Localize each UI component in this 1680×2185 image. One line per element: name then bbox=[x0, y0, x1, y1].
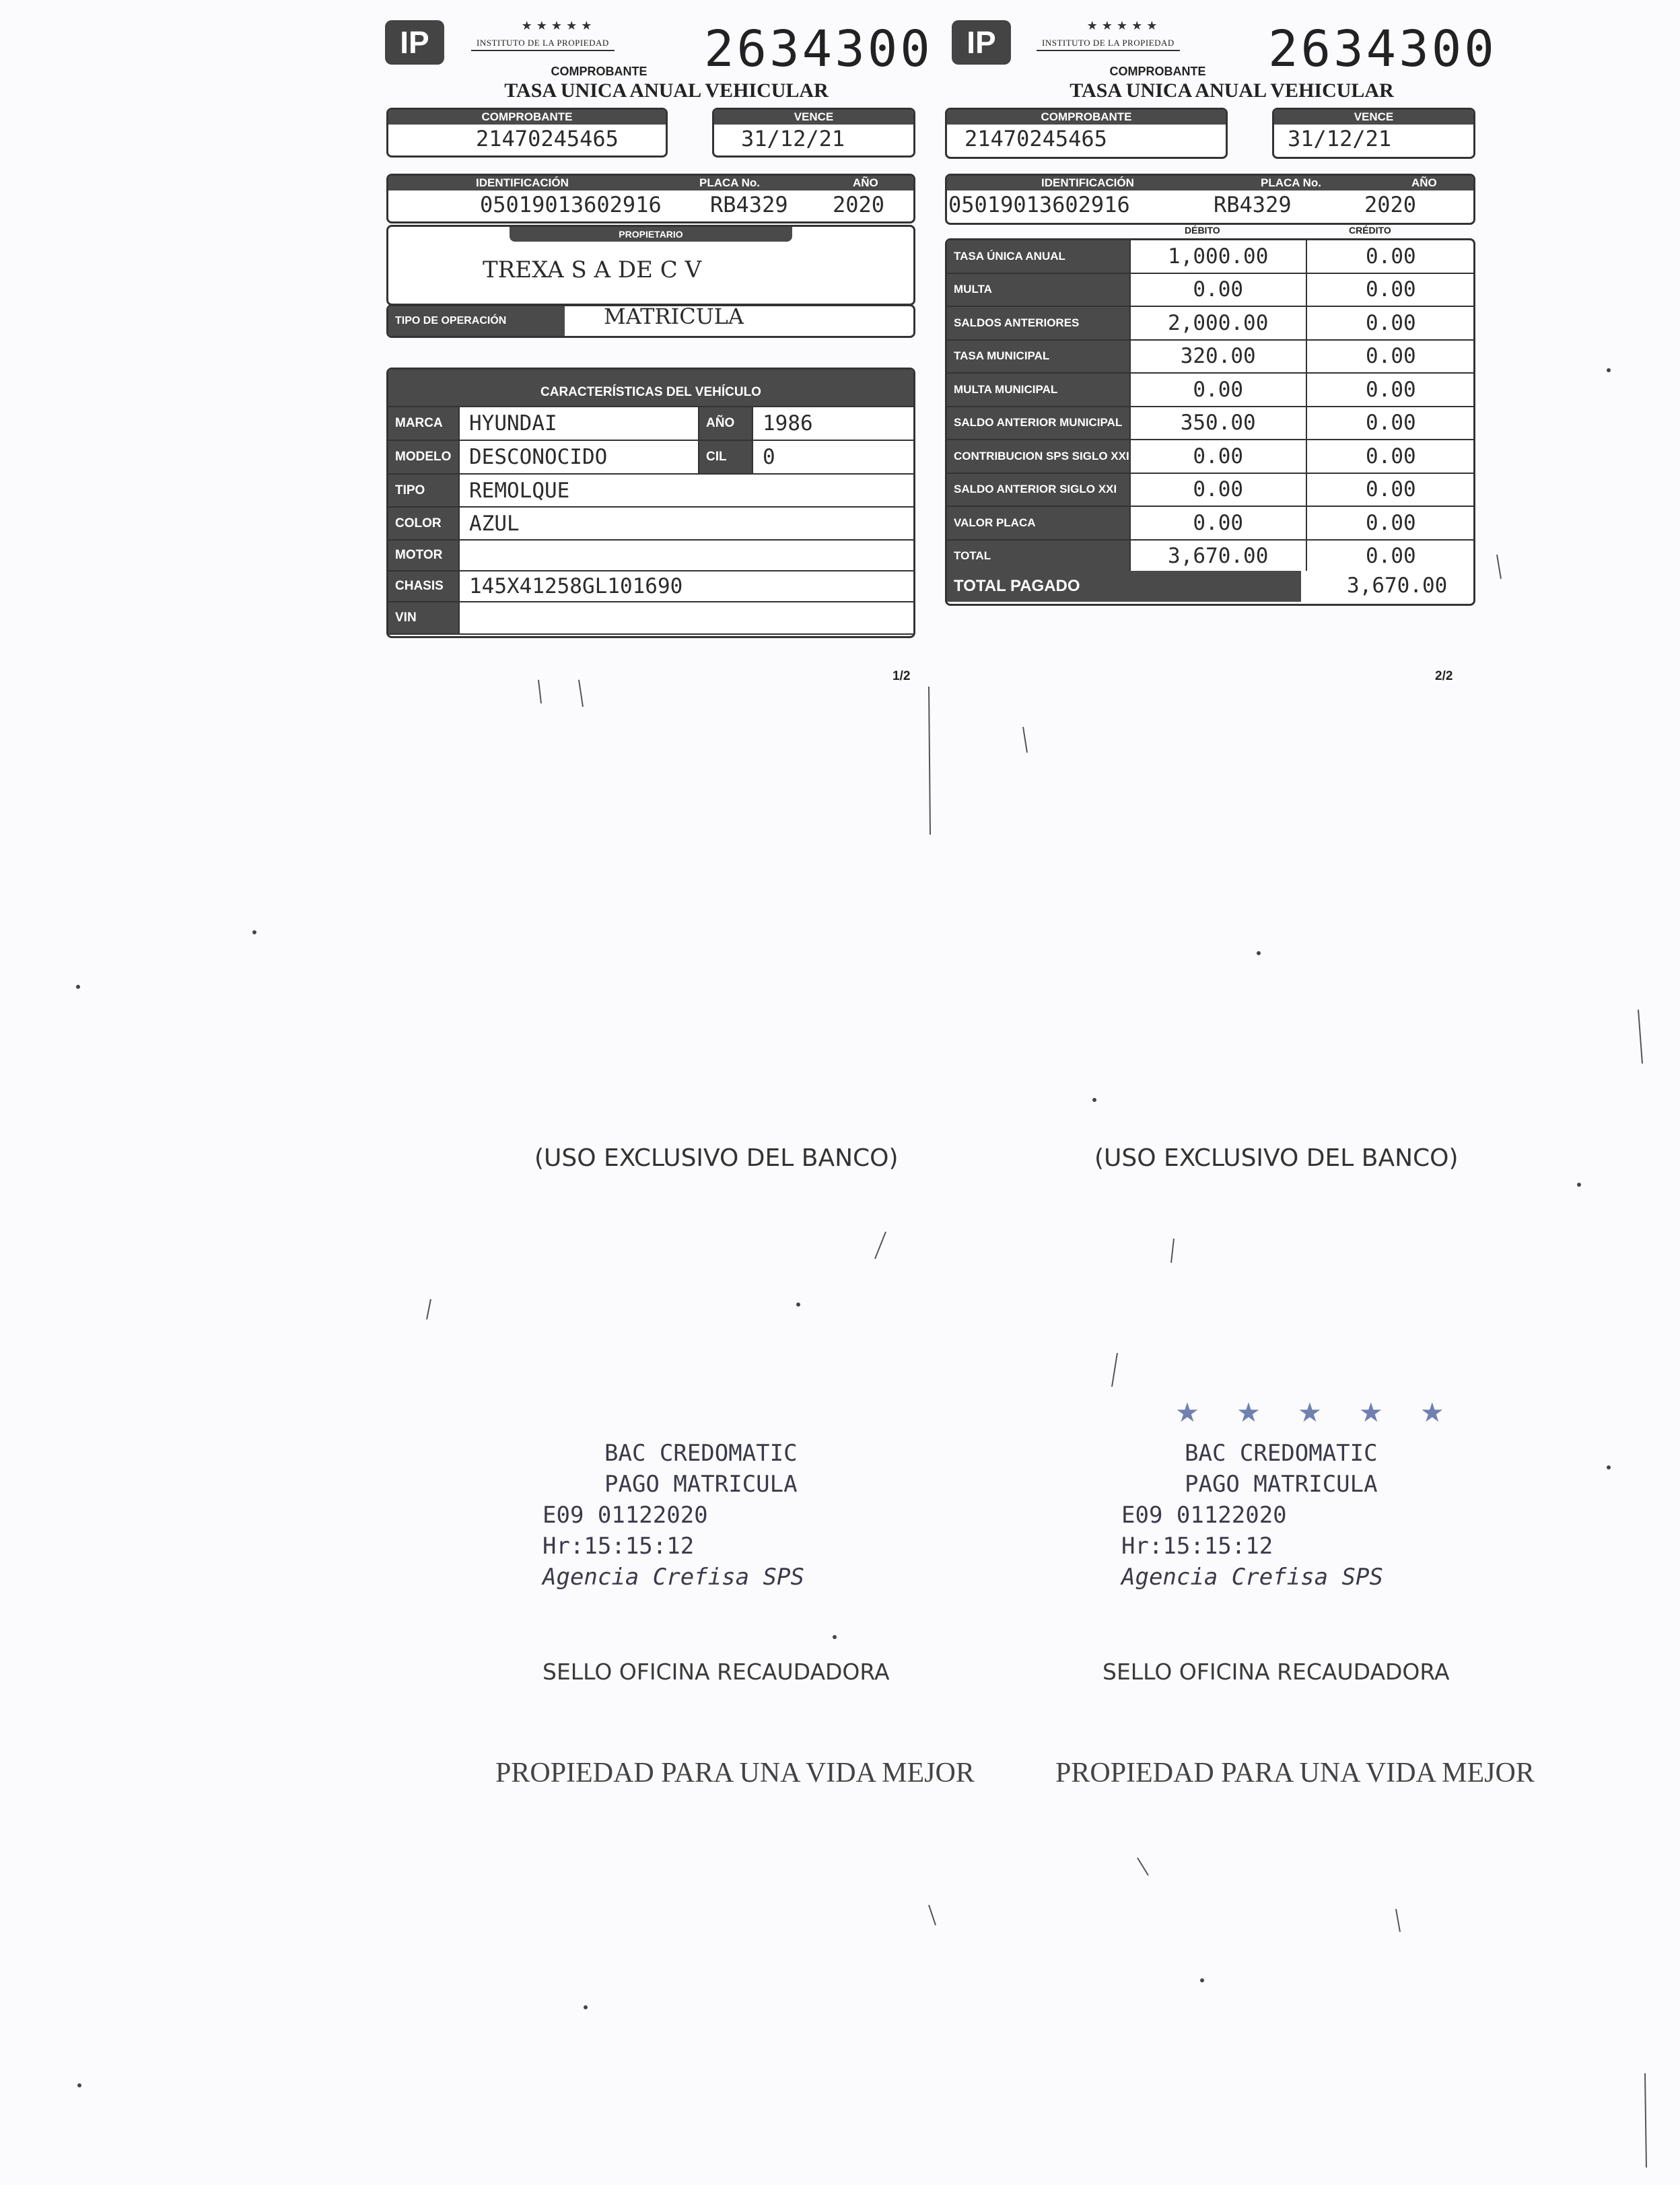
tipo-operacion-label: TIPO DE OPERACIÓN bbox=[388, 306, 565, 336]
stamp-bank-name: BAC CREDOMATIC bbox=[604, 1440, 798, 1467]
page-number-right: 2/2 bbox=[1435, 669, 1453, 683]
charge-credito: 0.00 bbox=[1306, 273, 1475, 307]
stamp-agency: Agencia Crefisa SPS bbox=[542, 1564, 804, 1591]
stamp-stars-icon: ★ ★ ★ ★ ★ bbox=[1175, 1398, 1459, 1428]
charge-label: TASA ÚNICA ANUAL bbox=[946, 240, 1130, 273]
charge-label: SALDO ANTERIOR SIGLO XXI bbox=[946, 473, 1130, 507]
marca-label: MARCA bbox=[388, 407, 459, 440]
identificacion-label: IDENTIFICACIÓN bbox=[1041, 176, 1134, 189]
placa-label: PLACA No. bbox=[699, 176, 761, 189]
propietario-value: TREXA S A DE C V bbox=[483, 256, 702, 283]
vehicle-anio-label: AÑO bbox=[699, 407, 753, 440]
stamp-code-date: E09 01122020 bbox=[1121, 1502, 1287, 1529]
anio-label: AÑO bbox=[853, 176, 878, 189]
marca-value: HYUNDAI bbox=[459, 407, 699, 440]
ip-logo: IP bbox=[385, 20, 444, 65]
vehicle-anio-value: 1986 bbox=[753, 407, 915, 440]
charge-label: MULTA MUNICIPAL bbox=[946, 373, 1130, 407]
stamp-time: Hr:15:15:12 bbox=[542, 1533, 695, 1560]
color-value: AZUL bbox=[459, 507, 915, 540]
chasis-value: 145X41258GL101690 bbox=[459, 571, 915, 602]
chasis-label: CHASIS bbox=[388, 571, 459, 602]
charge-label: SALDOS ANTERIORES bbox=[946, 306, 1130, 340]
anio-value: 2020 bbox=[1364, 192, 1417, 217]
stamp-time: Hr:15:15:12 bbox=[1121, 1533, 1273, 1560]
charge-label: CONTRIBUCION SPS SIGLO XXI bbox=[946, 440, 1130, 473]
identificacion-value: 05019013602916 bbox=[948, 192, 1130, 217]
stamp-code-date: E09 01122020 bbox=[542, 1502, 708, 1529]
vence-value: 31/12/21 bbox=[1288, 126, 1392, 151]
charge-label: VALOR PLACA bbox=[946, 506, 1130, 540]
anio-value: 2020 bbox=[833, 192, 885, 217]
charge-credito: 0.00 bbox=[1306, 373, 1475, 407]
ip-logo: IP bbox=[952, 20, 1011, 65]
total-pagado-value: 3,670.00 bbox=[1347, 574, 1448, 598]
charge-label: TASA MUNICIPAL bbox=[946, 340, 1130, 374]
charge-debito: 0.00 bbox=[1130, 506, 1306, 540]
institute-stars: ★★★★★ bbox=[521, 19, 596, 32]
motor-label: MOTOR bbox=[388, 540, 459, 571]
sello-label-right: SELLO OFICINA RECAUDADORA bbox=[1102, 1659, 1450, 1685]
charge-credito: 0.00 bbox=[1306, 306, 1475, 340]
modelo-label: MODELO bbox=[388, 440, 459, 474]
charge-credito: 0.00 bbox=[1306, 440, 1475, 473]
charge-label: SALDO ANTERIOR MUNICIPAL bbox=[946, 407, 1130, 440]
institute-name: INSTITUTO DE LA PROPIEDAD bbox=[471, 38, 615, 51]
comprobante-value: 21470245465 bbox=[965, 126, 1107, 151]
total-pagado-label: TOTAL PAGADO bbox=[947, 571, 1301, 602]
vehicle-title: CARACTERÍSTICAS DEL VEHÍCULO bbox=[388, 370, 913, 407]
stamp-concept: PAGO MATRICULA bbox=[1185, 1471, 1378, 1498]
tipo-label: TIPO bbox=[388, 474, 459, 507]
comprobante-heading: COMPROBANTE bbox=[1109, 65, 1206, 78]
document-title: TASA UNICA ANUAL VEHICULAR bbox=[1070, 79, 1394, 102]
debito-label: DÉBITO bbox=[1185, 225, 1220, 236]
stamp-agency: Agencia Crefisa SPS bbox=[1121, 1564, 1383, 1591]
credito-label: CRÉDITO bbox=[1349, 225, 1391, 236]
placa-value: RB4329 bbox=[710, 192, 788, 217]
placa-label: PLACA No. bbox=[1261, 176, 1322, 189]
charge-debito: 0.00 bbox=[1130, 273, 1306, 307]
bank-use-right: (USO EXCLUSIVO DEL BANCO) bbox=[1094, 1144, 1459, 1172]
sello-label-left: SELLO OFICINA RECAUDADORA bbox=[542, 1659, 890, 1685]
vence-value: 31/12/21 bbox=[741, 126, 845, 151]
cil-label: CIL bbox=[699, 440, 753, 474]
folio-number: 2634300 bbox=[704, 20, 933, 78]
tipo-value: REMOLQUE bbox=[459, 474, 915, 507]
slogan-left: PROPIEDAD PARA UNA VIDA MEJOR bbox=[495, 1758, 975, 1789]
comprobante-value: 21470245465 bbox=[476, 126, 619, 151]
charge-credito: 0.00 bbox=[1306, 473, 1475, 507]
stamp-bank-name: BAC CREDOMATIC bbox=[1185, 1440, 1378, 1467]
modelo-value: DESCONOCIDO bbox=[459, 440, 699, 474]
charge-label: TOTAL bbox=[946, 540, 1130, 574]
vin-label: VIN bbox=[388, 602, 459, 634]
charge-debito: 0.00 bbox=[1130, 440, 1306, 473]
color-label: COLOR bbox=[388, 507, 459, 540]
charge-credito: 0.00 bbox=[1306, 407, 1475, 440]
comprobante-label: COMPROBANTE bbox=[947, 110, 1226, 125]
folio-number: 2634300 bbox=[1268, 20, 1497, 78]
stamp-concept: PAGO MATRICULA bbox=[604, 1471, 798, 1498]
charge-debito: 1,000.00 bbox=[1130, 240, 1306, 273]
charge-debito: 320.00 bbox=[1130, 340, 1306, 374]
institute-stars: ★★★★★ bbox=[1086, 19, 1162, 32]
charge-debito: 0.00 bbox=[1130, 373, 1306, 407]
comprobante-heading: COMPROBANTE bbox=[551, 65, 648, 78]
charge-credito: 0.00 bbox=[1306, 240, 1475, 273]
tipo-operacion-value: MATRICULA bbox=[604, 304, 744, 329]
charge-credito: 0.00 bbox=[1306, 506, 1475, 540]
charge-debito: 3,670.00 bbox=[1130, 540, 1306, 574]
propietario-label: PROPIETARIO bbox=[510, 227, 792, 242]
comprobante-label: COMPROBANTE bbox=[388, 110, 666, 125]
cil-value: 0 bbox=[753, 440, 915, 474]
vence-label: VENCE bbox=[1274, 110, 1473, 125]
institute-name: INSTITUTO DE LA PROPIEDAD bbox=[1037, 38, 1180, 51]
charge-label: MULTA bbox=[946, 273, 1130, 307]
document-title: TASA UNICA ANUAL VEHICULAR bbox=[504, 79, 829, 102]
identificacion-value: 05019013602916 bbox=[480, 192, 662, 217]
charge-credito: 0.00 bbox=[1306, 340, 1475, 374]
slogan-right: PROPIEDAD PARA UNA VIDA MEJOR bbox=[1055, 1758, 1535, 1789]
placa-value: RB4329 bbox=[1214, 192, 1292, 217]
charge-credito: 0.00 bbox=[1306, 540, 1475, 574]
vence-label: VENCE bbox=[714, 110, 913, 125]
bank-use-left: (USO EXCLUSIVO DEL BANCO) bbox=[534, 1144, 899, 1172]
charge-debito: 2,000.00 bbox=[1130, 306, 1306, 340]
identificacion-label: IDENTIFICACIÓN bbox=[476, 176, 569, 189]
charge-debito: 350.00 bbox=[1130, 407, 1306, 440]
page-number-left: 1/2 bbox=[893, 669, 911, 683]
charge-debito: 0.00 bbox=[1130, 473, 1306, 507]
anio-label: AÑO bbox=[1411, 176, 1437, 189]
